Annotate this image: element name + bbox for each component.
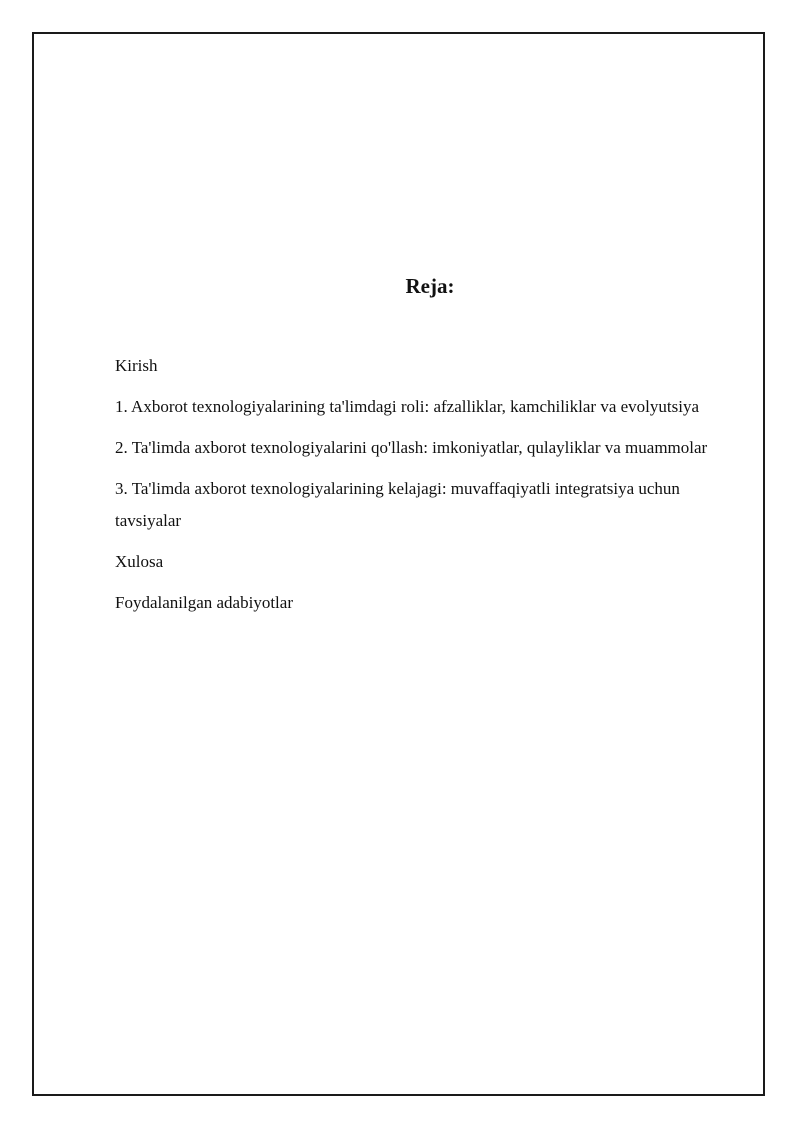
toc-item-references: Foydalanilgan adabiyotlar bbox=[115, 593, 293, 612]
toc-item-3: 3. Ta'limda axborot texnologiyalarining kelajagi: muvaffaqiyatli integratsiya uchun tavsiyalar bbox=[115, 479, 680, 530]
toc-item-2: 2. Ta'limda axborot texnologiyalarini qo'llash: imkoniyatlar, qulayliklar va muammolar bbox=[115, 438, 708, 457]
table-of-contents bbox=[115, 350, 750, 628]
toc-item-introduction: Kirish bbox=[115, 356, 158, 375]
toc-item-conclusion: Xulosa bbox=[115, 552, 164, 571]
toc-item-1: 1. Axborot texnologiyalarining ta'limdagi roli: afzalliklar, kamchiliklar va evolyutsiya bbox=[115, 397, 700, 416]
page-title: Reja: bbox=[405, 274, 455, 298]
